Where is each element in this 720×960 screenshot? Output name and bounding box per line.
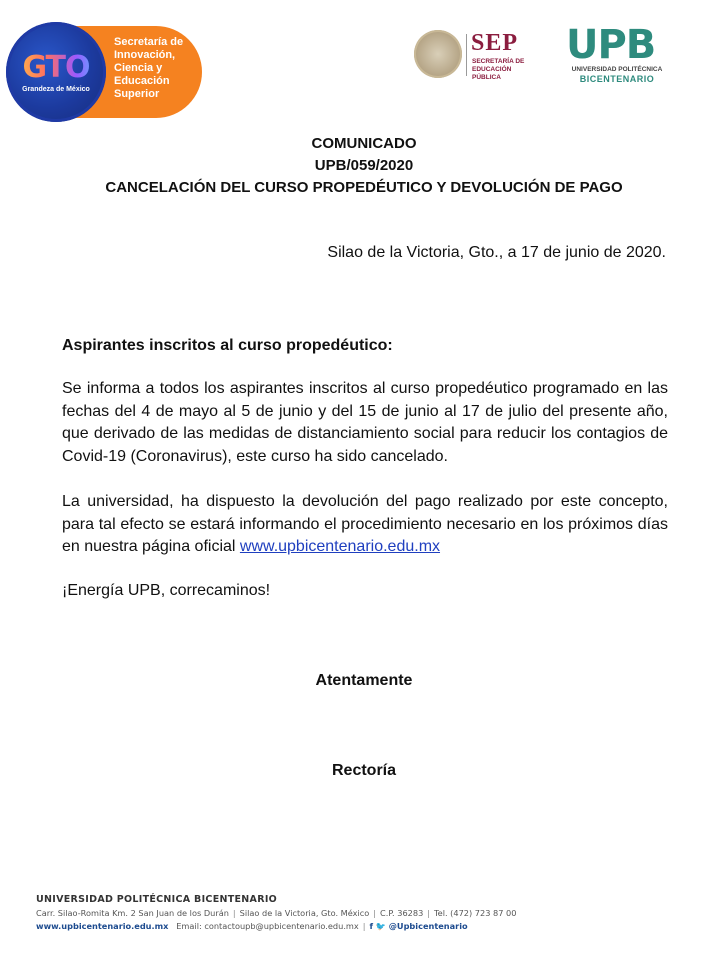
footer-social-handle[interactable]: @Upbicentenario xyxy=(388,921,468,931)
heading-comunicado: COMUNICADO xyxy=(311,135,417,152)
footer-website[interactable]: www.upbicentenario.edu.mx xyxy=(36,921,169,931)
gto-logo-tagline: Grandeza de México xyxy=(22,86,90,93)
footer-postal: C.P. 36283 xyxy=(380,908,424,918)
upb-logo xyxy=(562,22,672,84)
heading-subject: CANCELACIÓN DEL CURSO PROPEDÉUTICO Y DEVOLUCIÓN DE PAGO xyxy=(105,179,623,196)
place-and-date: Silao de la Victoria, Gto., a 17 de junio de 2020. xyxy=(327,244,666,261)
document-heading xyxy=(0,133,720,199)
footer-city: Silao de la Victoria, Gto. México xyxy=(239,908,370,918)
gto-logo xyxy=(6,22,202,122)
upb-logo-subtitle-2: BICENTENARIO xyxy=(579,74,655,84)
footer-institution: UNIVERSIDAD POLITÉCNICA BICENTENARIO xyxy=(36,894,278,905)
paragraph-refund xyxy=(62,491,668,559)
footer xyxy=(36,894,696,932)
addressee: Aspirantes inscritos al curso propedéutico: xyxy=(62,337,393,354)
footer-address: Carr. Silao-Romita Km. 2 San Juan de los Durán xyxy=(36,908,229,918)
sep-logo-word: SEP xyxy=(471,30,519,56)
paragraph-cancellation: Se informa a todos los aspirantes inscritos al curso propedéutico programado en las fechas del 4 de mayo al 5 de junio y del 15 de junio al 17 de julio del presente año, que derivado de las medidas de distanciamiento social para reducir los contagios de Covid-19 (Coronavirus), este curso ha sido cancelado. xyxy=(62,380,668,465)
upb-logo-word: UPB xyxy=(566,22,656,68)
footer-address-line: Carr. Silao-Romita Km. 2 San Juan de los Durán | Silao de la Victoria, Gto. México | C.P. 36283 | Tel. (472) 723 87 00 xyxy=(36,908,517,918)
social-icons: f 🐦 xyxy=(369,921,387,931)
national-seal-icon xyxy=(414,30,462,78)
heading-reference: UPB/059/2020 xyxy=(314,157,414,174)
gto-logo-word: GTO xyxy=(6,50,106,85)
upb-logo-subtitle-1: UNIVERSIDAD POLITÉCNICA xyxy=(571,66,663,73)
footer-contact-line: www.upbicentenario.edu.mx Email: contactoupb@upbicentenario.edu.mx | f 🐦 @Upbicentenario xyxy=(36,921,468,931)
signature: Rectoría xyxy=(331,762,397,779)
letterhead xyxy=(0,0,720,130)
footer-email[interactable]: Email: contactoupb@upbicentenario.edu.mx xyxy=(176,921,359,931)
paragraph-motto: ¡Energía UPB, correcaminos! xyxy=(62,582,271,599)
gto-department-name: Secretaría de Innovación, Ciencia y Educación Superior xyxy=(114,36,184,100)
website-link[interactable]: www.upbicentenario.edu.mx xyxy=(239,538,441,555)
sep-logo-subtitle: SECRETARÍA DE EDUCACIÓN PÚBLICA xyxy=(472,58,525,81)
sep-logo xyxy=(414,30,534,84)
footer-phone: Tel. (472) 723 87 00 xyxy=(434,908,517,918)
closing: Atentamente xyxy=(315,672,413,689)
paragraph-refund-text: La universidad, ha dispuesto la devolución del pago realizado por este concepto, para tal efecto se estará informando el procedimiento necesario en los próximos días en nuestra página oficial xyxy=(62,493,668,555)
